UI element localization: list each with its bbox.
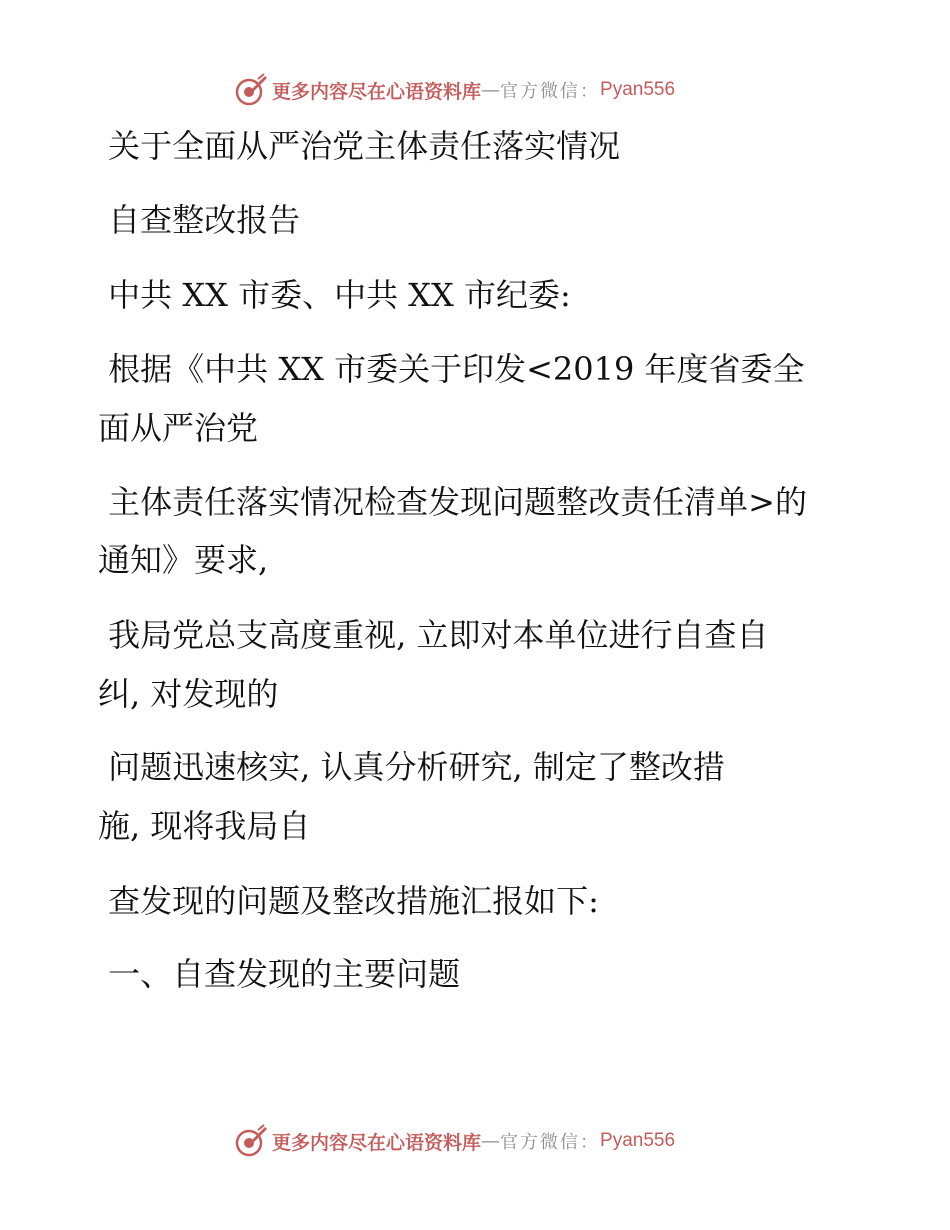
quill-logo-icon xyxy=(234,1124,268,1158)
doc-salutation: 中共 XX 市委、中共 XX 市纪委: xyxy=(98,276,571,314)
doc-title-line-2: 自查整改报告 xyxy=(98,201,301,239)
doc-paragraph-line: 纠, 对发现的 xyxy=(98,675,279,713)
watermark-wechat-id: Pyan556 xyxy=(600,79,676,100)
watermark-footer xyxy=(234,1121,675,1161)
watermark-wechat-id: Pyan556 xyxy=(600,1130,676,1151)
doc-paragraph-line: 施, 现将我局自 xyxy=(98,807,311,845)
doc-paragraph-line: 根据《中共 XX 市委关于印发<2019 年度省委全 xyxy=(98,350,805,388)
doc-paragraph-line: 问题迅速核实, 认真分析研究, 制定了整改措 xyxy=(98,748,725,786)
watermark-dash: — xyxy=(481,79,501,101)
doc-title-line-1: 关于全面从严治党主体责任落实情况 xyxy=(98,127,621,165)
doc-paragraph-line: 主体责任落实情况检查发现问题整改责任清单>的 xyxy=(98,483,807,521)
watermark-main-text: 更多内容尽在心语资料库 xyxy=(272,1131,482,1154)
doc-paragraph-line: 查发现的问题及整改措施汇报如下: xyxy=(98,882,599,920)
doc-paragraph-line: 通知》要求, xyxy=(98,541,269,579)
watermark-main-text: 更多内容尽在心语资料库 xyxy=(272,80,482,103)
watermark-header xyxy=(234,70,675,110)
watermark-dash: — xyxy=(481,1130,501,1152)
watermark-wechat-label: 官方微信： xyxy=(500,1132,601,1153)
doc-section-heading: 一、自查发现的主要问题 xyxy=(98,955,461,993)
doc-paragraph-line: 我局党总支高度重视, 立即对本单位进行自查自 xyxy=(98,616,769,654)
doc-paragraph-line: 面从严治党 xyxy=(98,409,259,447)
quill-logo-icon xyxy=(234,73,268,107)
watermark-wechat-label: 官方微信： xyxy=(500,81,601,102)
